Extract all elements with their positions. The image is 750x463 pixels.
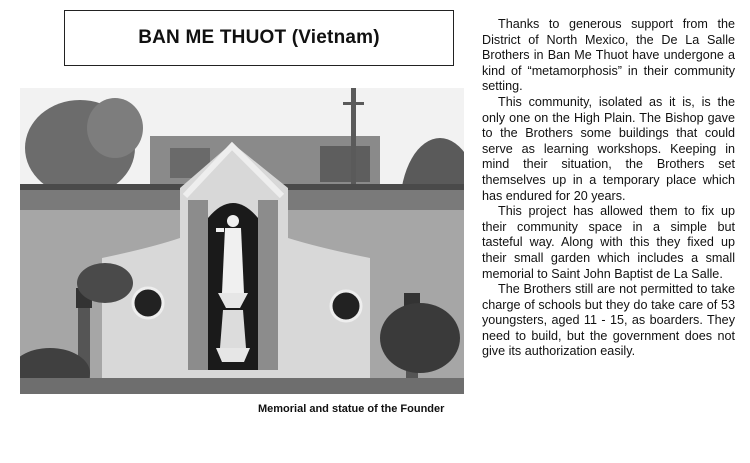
article-text [482,17,735,360]
article-paragraph: This community, isolated as it is, is the only one on the High Plain. The Bishop gave to the Brothers some buildings that could serve as learning workshops. Keeping in mind their situation, the Brothers set themselves up in a temporary place which has endured for 20 years. [482,94,735,203]
building-window [320,146,370,182]
plant-right [380,303,460,373]
brick-pillar-right [258,200,278,370]
antenna-bar [343,102,364,105]
photo-caption: Memorial and statue of the Founder [258,403,445,415]
page-title: BAN ME THUOT (Vietnam) [138,27,380,48]
ground [20,378,464,394]
tree-left-top [87,98,143,158]
article-paragraph: Thanks to generous support from the District of North Mexico, the De La Salle Brothers in Ban Me Thuot have undergone a kind of “metamorphosis” in their community setting. [482,17,735,94]
plant-left [77,263,133,303]
statue-body [222,228,244,293]
memorial-illustration [20,88,464,394]
statue-head [227,215,239,227]
round-window-right [331,291,361,321]
statue-arm [216,228,224,232]
brick-pillar-left [188,200,208,370]
article-paragraph: The Brothers still are not permitted to take charge of schools but they do take care of 53 youngsters, aged 11 - 15, as boarders. They need to build, but the government does not give its authorization easily. [482,282,735,359]
round-window-left [133,288,163,318]
pedestal-column [220,310,246,348]
memorial-photo [20,88,464,394]
article-paragraph: This project has allowed them to fix up their community space in a simple but tasteful way. Along with this they fixed up their small garden which includes a small memorial to Saint John Baptist de La Salle. [482,204,735,281]
pedestal-base [216,348,250,362]
title-box [64,10,454,66]
